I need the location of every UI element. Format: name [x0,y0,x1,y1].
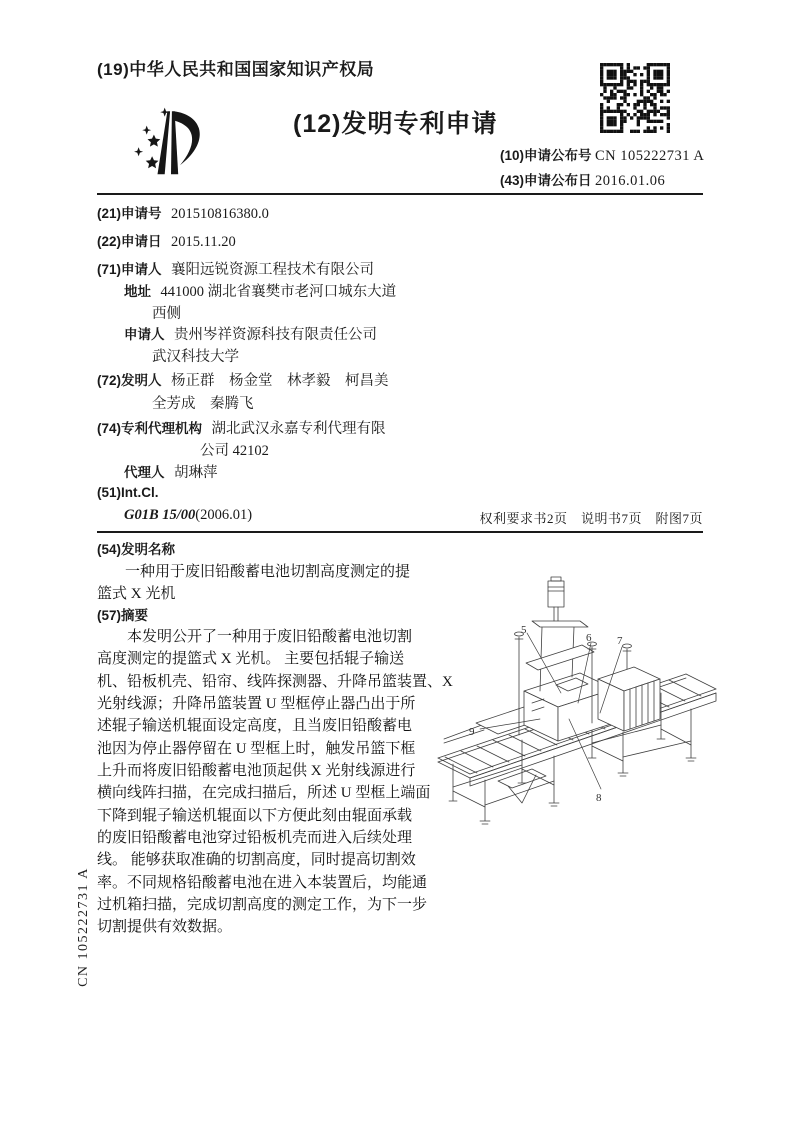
abstract-label [97,604,154,625]
agency-label: (74)专利代理机构 [97,421,203,436]
intcl-line-1 [97,485,165,502]
application-date-line [97,230,236,251]
abstract-line: 率。不同规格铅酸蓄电池在进入本装置后，均能通 [97,874,428,891]
qr-code [600,63,670,133]
invention-title-line-2: 篮式 X 光机 [97,586,176,602]
intcl-line-2 [124,507,252,524]
abstract-line: 上升而将废旧铅酸蓄电池顶起供 X 光射线源进行 [97,763,416,780]
agent-label: 代理人 [124,465,165,480]
intcl-year: (2006.01) [195,507,253,523]
patent-figure [428,573,718,833]
sidebar-publication-number: CN 105222731 A [76,867,91,987]
applicant-label: (71)申请人 [97,262,162,277]
abstract-line: 述辊子输送机辊面设定高度，且当废旧铅酸蓄电 [97,718,413,735]
abstract-line: 池因为停止器停留在 U 型框上时，触发吊篮下框 [97,740,416,757]
application-date-value: 2015.11.20 [171,234,236,250]
biblio-divider [97,531,703,533]
applicant-line-1 [97,258,374,279]
abstract-line: 本发明公开了一种用于废旧铅酸蓄电池切割 [127,629,413,645]
application-number-label: (21)申请号 [97,206,162,221]
pages-info: 权利要求书2页 说明书7页 附图7页 [479,511,703,526]
agency-line-1 [97,417,386,438]
publication-number-value: CN 105222731 A [595,148,705,164]
header-divider [97,193,703,195]
abstract-line: 过机箱扫描，完成切割高度的测定工作，为下一步 [97,897,428,914]
document-type-title: (12)发明专利申请 [293,110,498,138]
agency-value-1: 湖北武汉永嘉专利代理有限 [211,421,386,437]
figure-callout-5: 5 [521,624,527,636]
agency-line-2 [200,439,269,460]
application-number-line [97,202,269,223]
intcl-code: G01B 15/00 [124,507,196,523]
figure-callout-6: 6 [586,632,592,644]
patent-office-name: (19)中华人民共和国国家知识产权局 [97,60,375,79]
figure-callout-8: 8 [596,792,602,804]
inventors-line-2 [152,392,254,413]
address-value-1: 441000 湖北省襄樊市老河口城东大道 [160,284,397,300]
address-label: 地址 [124,284,151,299]
agent-line [124,461,218,482]
abstract-line: 的废旧铅酸蓄电池穿过铅板机壳而进入后续处理 [97,830,413,847]
inventors-value-1: 杨正群 杨金堂 林孝毅 柯昌美 [171,373,389,389]
applicant-line-3 [152,345,239,366]
publication-number-label: (10)申请公布号 [500,148,592,163]
address-value-2: 西侧 [152,306,181,322]
publication-date-value: 2016.01.06 [595,173,666,189]
sipo-logo [126,98,216,182]
lift-gantry [526,577,594,691]
abstract-line: 线。 能够获取准确的切割高度，同时提高切割效 [97,852,416,869]
application-date-label: (22)申请日 [97,234,162,249]
address-line-1 [124,280,396,301]
abstract-line: 切割提供有效数据。 [97,919,233,936]
invention-title-line-1: 一种用于废旧铅酸蓄电池切割高度测定的提 [125,564,411,580]
figure-callout-7: 7 [617,635,623,647]
inventors-value-2: 全芳成 秦腾飞 [152,396,254,412]
detector-cabinet [598,667,660,731]
abstract-line: 光射线源；升降吊篮装置 U 型框停止器凸出于所 [97,696,416,713]
abstract-text [97,626,453,939]
application-number-value: 201510816380.0 [171,206,269,222]
applicant-line-2 [124,323,377,344]
agent-value: 胡琳萍 [174,465,218,481]
publication-number-line [500,144,704,169]
publication-block [500,144,704,194]
abstract-line: 横向线阵扫描，在完成扫描后，所述 U 型框上端面 [97,785,431,802]
publication-date-line [500,169,704,194]
applicant-3-value: 武汉科技大学 [152,349,239,365]
applicant-1-value: 襄阳远锐资源工程技术有限公司 [171,262,375,278]
inventors-label: (72)发明人 [97,373,162,388]
intcl-label: (51)Int.Cl. [97,485,159,500]
abstract-line: 下降到辊子输送机辊面以下方便此刻由辊面承载 [97,807,413,824]
publication-date-label: (43)申请公布日 [500,173,592,188]
abstract-line: 机、铅板机壳、铅帘、线阵探测器、升降吊篮装置、X [97,673,453,690]
address-line-2 [152,302,181,323]
invention-title-label [97,538,181,559]
invention-title-label-text: (54)发明名称 [97,542,176,557]
abstract-line: 高度测定的提篮式 X 光机。 主要包括辊子输送 [97,651,405,668]
applicant-2-label: 申请人 [124,327,165,342]
agency-value-2: 公司 42102 [200,443,269,459]
figure-callout-9: 9 [469,726,475,738]
inventors-line-1 [97,369,389,390]
abstract-label-text: (57)摘要 [97,608,149,623]
applicant-2-value: 贵州岑祥资源科技有限责任公司 [174,327,377,343]
